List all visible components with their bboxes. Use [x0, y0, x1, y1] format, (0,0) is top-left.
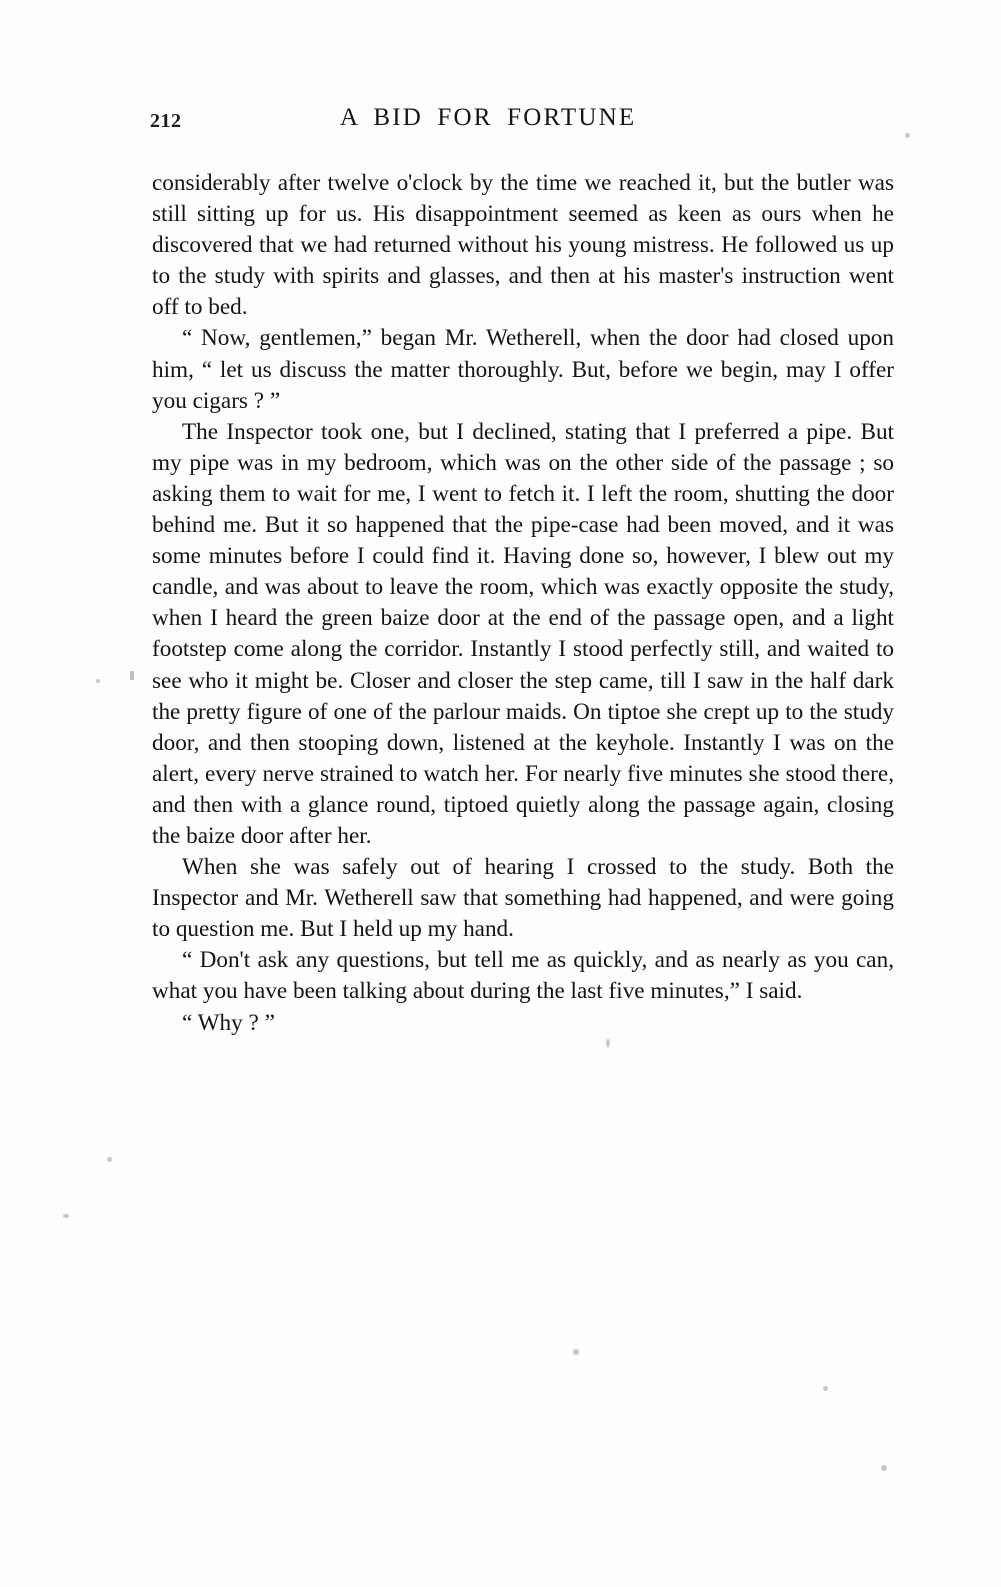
page-number: 212	[150, 110, 182, 132]
print-speck	[881, 1465, 887, 1471]
page-header	[150, 104, 890, 140]
paragraph: “ Don't ask any questions, but tell me as quickly, and as nearly as you can, what you have been talking about during the last five minutes,” I said.	[152, 947, 894, 1005]
print-speck	[63, 1214, 69, 1218]
paragraph: When she was safely out of hearing I crossed to the study. Both the Inspector and Mr. Wetherell saw that something had happened, and were going to question me. But I held up my hand.	[152, 854, 894, 943]
print-speck	[823, 1386, 828, 1391]
print-speck	[606, 1039, 610, 1047]
body-text	[152, 168, 894, 1039]
print-speck	[130, 671, 134, 680]
paragraph: considerably after twelve o'clock by the time we reached it, but the butler was still sitting up for us. His disappointment seemed as keen as ours when he discovered that we had returned without his young mistress. He followed us up to the study with spirits and glasses, and then at his master's instruction went off to bed.	[152, 170, 894, 321]
running-title: A BID FOR FORTUNE	[340, 104, 637, 131]
print-speck	[96, 679, 100, 683]
print-speck	[905, 133, 910, 138]
paragraph: “ Now, gentlemen,” began Mr. Wetherell, when the door had closed upon him, “ let us discuss the matter thoroughly. But, before we begin, may I offer you cigars ? ”	[152, 325, 894, 414]
paragraph: The Inspector took one, but I declined, stating that I preferred a pipe. But my pipe was in my bedroom, which was on the other side of the passage ; so asking them to wait for me, I went to fetch it. I left the room, shutting the door behind me. But it so happened that the pipe-case had been moved, and it was some minutes before I could find it. Having done so, however, I blew out my candle, and was about to leave the room, which was exactly opposite the study, when I heard the green baize door at the end of the passage open, and a light footstep come along the corridor. Instantly I stood perfectly still, and waited to see who it might be. Closer and closer the step came, till I saw in the half dark the pretty figure of one of the parlour maids. On tiptoe she crept up to the study door, and then stooping down, listened at the keyhole. Instantly I was on the alert, every nerve strained to watch her. For nearly five minutes she stood there, and then with a glance round, tiptoed quietly along the passage again, closing the baize door after her.	[152, 418, 894, 849]
print-speck	[107, 1157, 112, 1162]
paragraph: “ Why ? ”	[182, 1009, 275, 1036]
print-speck	[573, 1349, 579, 1355]
